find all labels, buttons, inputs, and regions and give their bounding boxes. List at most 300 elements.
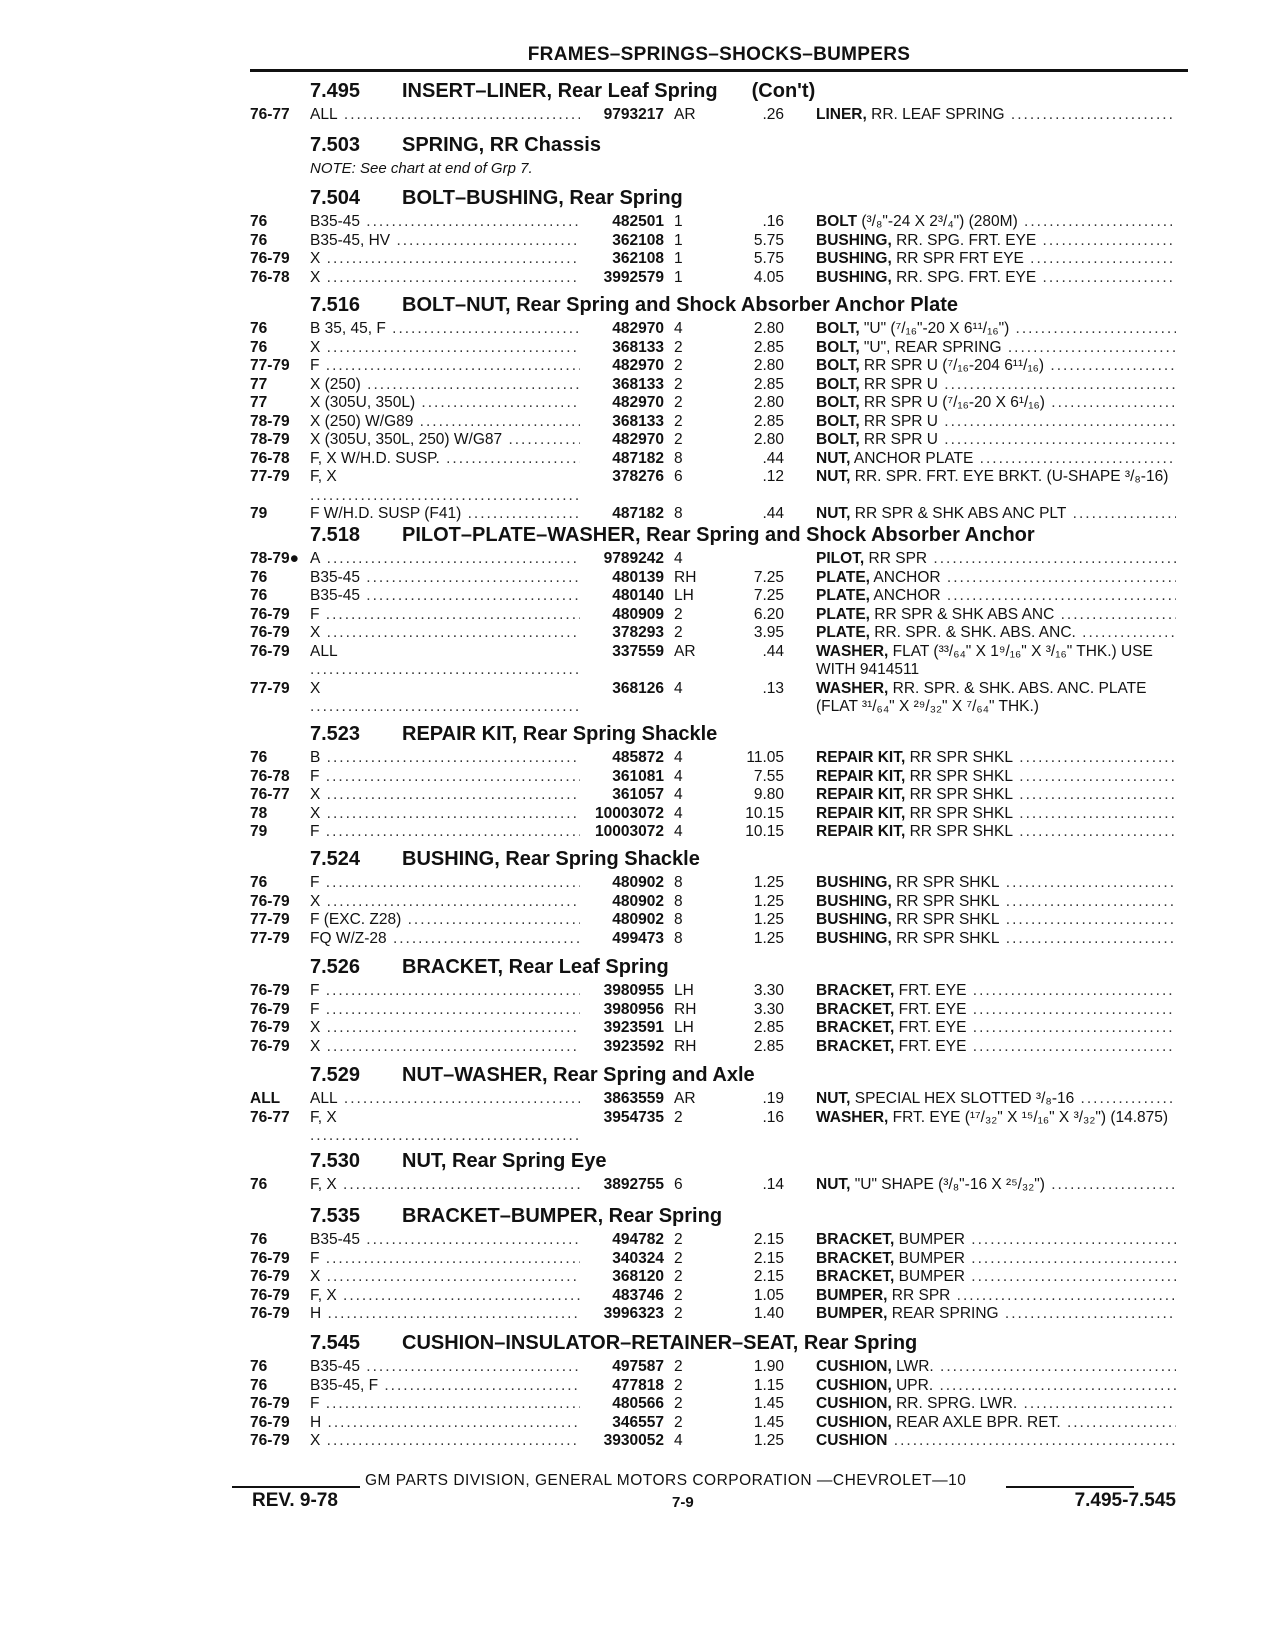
part-number: 480140 xyxy=(612,587,664,604)
price: 3.30 xyxy=(753,982,784,999)
description-text: ANCHOR xyxy=(869,587,941,604)
price: 2.85 xyxy=(753,1037,784,1055)
part-row xyxy=(250,1250,1190,1269)
part-number: 482970 xyxy=(612,394,664,411)
quantity: 4 xyxy=(674,749,683,766)
part-number: 485872 xyxy=(612,749,664,766)
description xyxy=(816,893,1176,912)
model-year: 76-79 xyxy=(250,605,290,623)
model-year: 76 xyxy=(250,1231,268,1248)
footer-corporation: GM PARTS DIVISION, GENERAL MOTORS CORPORATION —CHEVROLET—10 xyxy=(365,1472,967,1489)
part-row xyxy=(250,250,1190,269)
description-keyword: PLATE, xyxy=(816,605,870,623)
part-row xyxy=(250,930,1190,949)
application: ALL ..... xyxy=(310,1090,580,1109)
price: 2.15 xyxy=(753,1249,784,1267)
description-keyword: WASHER, xyxy=(816,642,889,660)
description-text: RR SPR U xyxy=(859,412,938,430)
part-number: 497587 xyxy=(612,1358,664,1375)
description-keyword: BRACKET, xyxy=(816,1268,895,1285)
quantity: 2 xyxy=(674,1286,683,1304)
description xyxy=(816,106,1176,125)
price: 2.15 xyxy=(753,1231,784,1248)
part-number: 368133 xyxy=(612,412,664,430)
description-keyword: NUT, xyxy=(816,468,851,485)
part-row xyxy=(250,357,1190,376)
description-keyword: NUT, xyxy=(816,1176,851,1193)
section-heading xyxy=(310,1064,1190,1090)
description-keyword: BUSHING, xyxy=(816,929,892,947)
quantity: 4 xyxy=(674,1432,683,1449)
quantity: RH xyxy=(674,1037,697,1055)
application: A ..... xyxy=(310,550,580,569)
price: .12 xyxy=(762,468,784,485)
application: X ..... xyxy=(310,269,580,288)
description xyxy=(816,680,1176,717)
description-text: RR. SPR. FRT. EYE BRKT. (U-SHAPE ³/₈-16) xyxy=(850,468,1169,485)
description xyxy=(816,768,1176,787)
section-heading xyxy=(310,187,1190,213)
quantity: 2 xyxy=(674,1268,683,1285)
description xyxy=(816,624,1176,643)
price: 1.90 xyxy=(753,1358,784,1375)
part-row xyxy=(250,468,1190,505)
part-row xyxy=(250,1414,1190,1433)
description xyxy=(816,1287,1176,1306)
section-number: 7.523 xyxy=(310,723,361,745)
description xyxy=(816,394,1176,413)
description-text: RR. SPR. & SHK. ABS. ANC. PLATE (FLAT ³¹/₆₄" X ²⁹/₃₂" X ⁷/₆₄" THK.) xyxy=(816,679,1147,715)
application: H ..... xyxy=(310,1305,580,1324)
description xyxy=(816,1001,1176,1020)
price: 2.80 xyxy=(753,320,784,337)
price: 1.45 xyxy=(753,1413,784,1431)
description-keyword: LINER, xyxy=(816,106,867,123)
description xyxy=(816,232,1176,251)
description xyxy=(816,911,1176,930)
application: B ..... xyxy=(310,749,580,768)
description-keyword: BRACKET, xyxy=(816,1231,895,1248)
quantity: 2 xyxy=(674,394,683,411)
section-title: CUSHION–INSULATOR–RETAINER–SEAT, Rear Spring xyxy=(402,1332,918,1354)
model-year: 76-78 xyxy=(250,767,290,785)
description-text: RR SPR FRT EYE xyxy=(891,250,1024,267)
description-keyword: CUSHION, xyxy=(816,1376,892,1394)
quantity: RH xyxy=(674,1000,697,1018)
section-heading xyxy=(310,1332,1190,1358)
description-keyword: PLATE, xyxy=(816,624,870,641)
part-row xyxy=(250,106,1190,125)
section-heading xyxy=(310,294,1190,320)
catalog-section xyxy=(250,524,1190,717)
section-number: 7.529 xyxy=(310,1064,361,1086)
description-text: RR SPR xyxy=(887,1286,951,1304)
quantity: 6 xyxy=(674,468,683,485)
model-year: 76 xyxy=(250,874,268,891)
part-row xyxy=(250,768,1190,787)
section-number: 7.524 xyxy=(310,848,361,870)
application: F ..... xyxy=(310,606,580,625)
price: .16 xyxy=(762,1108,784,1126)
part-row xyxy=(250,413,1190,432)
model-year: 78 xyxy=(250,804,268,822)
description xyxy=(816,1358,1176,1377)
description-keyword: BOLT, xyxy=(816,320,860,337)
application: F ..... xyxy=(310,1001,580,1020)
price: 5.75 xyxy=(753,231,784,249)
price: 1.25 xyxy=(753,911,784,928)
description xyxy=(816,505,1176,524)
price: 2.85 xyxy=(753,375,784,393)
price: 11.05 xyxy=(746,749,784,766)
model-year: 76-79 xyxy=(250,1000,290,1018)
part-number: 482970 xyxy=(612,357,664,374)
description-text: UPR. xyxy=(891,1376,934,1394)
model-year: 79 xyxy=(250,505,268,522)
price: 3.30 xyxy=(753,1000,784,1018)
part-number: 378276 xyxy=(612,468,664,485)
application: F ..... xyxy=(310,823,580,842)
quantity: 2 xyxy=(674,1108,683,1126)
model-year: 76-79 xyxy=(250,1019,290,1036)
price: 4.05 xyxy=(753,268,784,286)
model-year: 78-79 xyxy=(250,431,290,448)
quantity: LH xyxy=(674,1019,694,1036)
catalog-section xyxy=(250,1150,1190,1195)
part-row xyxy=(250,1358,1190,1377)
price: .16 xyxy=(762,213,784,230)
quantity: 6 xyxy=(674,1176,683,1193)
description-text: RR SPR SHKL xyxy=(891,911,1000,928)
part-row xyxy=(250,1377,1190,1396)
description-text: LWR. xyxy=(891,1358,934,1375)
quantity: 2 xyxy=(674,357,683,374)
part-row xyxy=(250,786,1190,805)
description xyxy=(816,357,1176,376)
price: 2.80 xyxy=(753,357,784,374)
description xyxy=(816,1432,1176,1451)
catalog-section xyxy=(250,956,1190,1056)
description-text: ANCHOR xyxy=(869,568,941,586)
part-row xyxy=(250,893,1190,912)
part-row xyxy=(250,213,1190,232)
price: 9.80 xyxy=(753,786,784,803)
price xyxy=(724,550,784,569)
part-row xyxy=(250,1287,1190,1306)
description xyxy=(816,1038,1176,1057)
price: .19 xyxy=(762,1090,784,1107)
description-text: RR SPR U (⁷/₁₆-204 6¹¹/₁₆) xyxy=(859,357,1045,374)
part-number: 480909 xyxy=(612,605,664,623)
part-row xyxy=(250,376,1190,395)
part-row xyxy=(250,805,1190,824)
section-number: 7.503 xyxy=(310,134,361,156)
application: F, X ..... xyxy=(310,1109,580,1146)
model-year: 77-79 xyxy=(250,468,290,485)
description-text: FRT. EYE xyxy=(894,982,967,999)
part-row xyxy=(250,643,1190,680)
quantity: 4 xyxy=(674,767,683,785)
part-row xyxy=(250,450,1190,469)
application: X ..... xyxy=(310,1432,580,1451)
model-year: 76-78 xyxy=(250,268,290,286)
description-keyword: BUSHING, xyxy=(816,892,892,910)
price: 3.95 xyxy=(753,624,784,641)
part-number: 3980955 xyxy=(603,982,664,999)
model-year: 78-79● xyxy=(250,550,300,567)
part-number: 361057 xyxy=(612,786,664,803)
price: .14 xyxy=(762,1176,784,1193)
model-year: 76-79 xyxy=(250,1305,290,1322)
description-text: RR SPR & SHK ABS ANC PLT xyxy=(850,505,1067,522)
part-number: 494782 xyxy=(612,1231,664,1248)
description-text: RR SPR SHKL xyxy=(905,786,1013,803)
description xyxy=(816,320,1176,339)
description xyxy=(816,786,1176,805)
price: 1.25 xyxy=(753,874,784,891)
description xyxy=(816,431,1176,450)
description-text: RR. LEAF SPRING xyxy=(866,106,1005,123)
part-row xyxy=(250,339,1190,358)
price: 10.15 xyxy=(745,823,784,840)
part-row xyxy=(250,232,1190,251)
part-number: 368133 xyxy=(612,338,664,356)
catalog-section xyxy=(250,1064,1190,1146)
section-title: REPAIR KIT, Rear Spring Shackle xyxy=(402,723,718,745)
price: 1.25 xyxy=(753,892,784,910)
section-title: SPRING, RR Chassis xyxy=(402,134,601,156)
model-year: 76-77 xyxy=(250,106,290,123)
description xyxy=(816,823,1176,842)
application: H ..... xyxy=(310,1414,580,1433)
description-keyword: BOLT, xyxy=(816,338,860,356)
quantity: 8 xyxy=(674,874,683,891)
price: 1.05 xyxy=(753,1286,784,1304)
description-keyword: REPAIR KIT, xyxy=(816,786,906,803)
model-year: 76-79 xyxy=(250,1395,290,1412)
description xyxy=(816,213,1176,232)
part-number: 362108 xyxy=(612,231,664,249)
part-row xyxy=(250,1305,1190,1324)
quantity: 2 xyxy=(674,624,683,641)
description xyxy=(816,1305,1176,1324)
model-year: 76-77 xyxy=(250,786,290,803)
description-keyword: BUSHING, xyxy=(816,250,892,267)
quantity: AR xyxy=(674,106,696,123)
description-text: REAR SPRING xyxy=(887,1305,999,1322)
description-keyword: REPAIR KIT, xyxy=(816,823,906,840)
description-text: "U" SHAPE (³/₈"-16 X ²⁵/₃₂") xyxy=(850,1176,1045,1193)
catalog-section xyxy=(250,723,1190,842)
quantity: 2 xyxy=(674,412,683,430)
part-row xyxy=(250,1109,1190,1146)
description-text: RR SPR SHKL xyxy=(891,929,1000,947)
description-text: RR. SPR. & SHK. ABS. ANC. xyxy=(869,624,1076,641)
description-text: RR SPR xyxy=(864,550,928,567)
application: X ..... xyxy=(310,624,580,643)
description-text: BUMPER xyxy=(894,1249,965,1267)
price: 2.80 xyxy=(753,431,784,448)
application: X ..... xyxy=(310,680,580,717)
application: B35-45 ..... xyxy=(310,1231,580,1250)
description-text: RR SPR U (⁷/₁₆-20 X 6¹/₁₆) xyxy=(859,394,1045,411)
section-title: BRACKET–BUMPER, Rear Spring xyxy=(402,1205,723,1227)
application: X ..... xyxy=(310,250,580,269)
catalog-section xyxy=(250,294,1190,524)
description xyxy=(816,749,1176,768)
quantity: 2 xyxy=(674,338,683,356)
part-row xyxy=(250,624,1190,643)
quantity: 4 xyxy=(674,786,683,803)
description-text: RR SPR & SHK ABS ANC xyxy=(869,605,1055,623)
description xyxy=(816,376,1176,395)
quantity: 2 xyxy=(674,1358,683,1375)
description-keyword: REPAIR KIT, xyxy=(816,804,906,822)
description xyxy=(816,269,1176,288)
description xyxy=(816,587,1176,606)
part-number: 3923591 xyxy=(603,1019,664,1036)
description-keyword: BUMPER, xyxy=(816,1286,888,1304)
part-number: 9793217 xyxy=(603,106,664,123)
part-row xyxy=(250,1268,1190,1287)
quantity: 1 xyxy=(674,268,683,286)
quantity: 2 xyxy=(674,375,683,393)
model-year: 76-79 xyxy=(250,982,290,999)
part-number: 3923592 xyxy=(603,1037,664,1055)
section-title: NUT–WASHER, Rear Spring and Axle xyxy=(402,1064,755,1086)
application: X ..... xyxy=(310,805,580,824)
description-keyword: CUSHION xyxy=(816,1432,888,1449)
application: F, X ..... xyxy=(310,1176,580,1195)
quantity: 2 xyxy=(674,605,683,623)
part-number: 477818 xyxy=(612,1376,664,1394)
application: X (305U, 350L, 250) W/G87 ..... xyxy=(310,431,580,450)
quantity: 2 xyxy=(674,1231,683,1248)
part-number: 487182 xyxy=(612,449,664,467)
description-text: (³/₈"-24 X 2³/₄") (280M) xyxy=(857,213,1018,230)
description xyxy=(816,413,1176,432)
model-year: 77-79 xyxy=(250,679,290,697)
description-keyword: CUSHION, xyxy=(816,1413,892,1431)
section-continued: (Con't) xyxy=(751,80,816,102)
part-row xyxy=(250,550,1190,569)
price: 2.85 xyxy=(753,1019,784,1036)
part-row xyxy=(250,1090,1190,1109)
model-year: 76-79 xyxy=(250,1432,290,1449)
description-text: FRT. EYE (¹⁷/₃₂" X ¹⁵/₁₆" X ³/₃₂") (14.875) xyxy=(888,1108,1169,1126)
description-keyword: BUSHING, xyxy=(816,231,892,249)
section-number: 7.535 xyxy=(310,1205,361,1227)
quantity: RH xyxy=(674,568,697,586)
price: 2.80 xyxy=(753,394,784,411)
part-row xyxy=(250,749,1190,768)
section-heading xyxy=(310,80,1190,106)
description-keyword: REPAIR KIT, xyxy=(816,749,906,766)
part-number: 368133 xyxy=(612,375,664,393)
quantity: LH xyxy=(674,587,694,604)
description-text: RR SPR U xyxy=(859,375,938,393)
part-number: 346557 xyxy=(612,1413,664,1431)
part-number: 480139 xyxy=(612,568,664,586)
section-number: 7.495 xyxy=(310,80,361,102)
description-keyword: BUSHING, xyxy=(816,268,892,286)
description-keyword: BUSHING, xyxy=(816,874,892,891)
footer-rule-right xyxy=(1006,1486,1134,1488)
quantity: 8 xyxy=(674,929,683,947)
quantity: 2 xyxy=(674,1305,683,1322)
description-text: RR SPR SHKL xyxy=(905,823,1013,840)
part-row xyxy=(250,505,1190,524)
model-year: 76 xyxy=(250,568,268,586)
description xyxy=(816,805,1176,824)
section-number: 7.516 xyxy=(310,294,361,316)
application: B35-45, HV ..... xyxy=(310,232,580,251)
description xyxy=(816,468,1176,505)
part-number: 480902 xyxy=(612,892,664,910)
part-row xyxy=(250,1395,1190,1414)
part-number: 482501 xyxy=(612,213,664,230)
model-year: 79 xyxy=(250,823,268,840)
part-number: 499473 xyxy=(612,929,664,947)
part-number: 3980956 xyxy=(603,1000,664,1018)
part-number: 361081 xyxy=(612,767,664,785)
application: F (EXC. Z28) ..... xyxy=(310,911,580,930)
section-heading xyxy=(310,1150,1190,1176)
description xyxy=(816,1019,1176,1038)
application: F W/H.D. SUSP (F41) ..... xyxy=(310,505,580,524)
application: X ..... xyxy=(310,1019,580,1038)
quantity: AR xyxy=(674,642,696,660)
quantity: 1 xyxy=(674,231,683,249)
part-number: 480566 xyxy=(612,1395,664,1412)
description-text: REAR AXLE BPR. RET. xyxy=(891,1413,1061,1431)
description-keyword: WASHER, xyxy=(816,679,889,697)
description xyxy=(816,606,1176,625)
description-text: BUMPER xyxy=(894,1231,965,1248)
description-text: RR SPR SHKL xyxy=(905,749,1013,766)
description xyxy=(816,1268,1176,1287)
part-number: 340324 xyxy=(612,1249,664,1267)
quantity: 4 xyxy=(674,679,683,697)
description-keyword: NUT, xyxy=(816,505,851,522)
model-year: 77-79 xyxy=(250,911,290,928)
section-number: 7.526 xyxy=(310,956,361,978)
model-year: 76-79 xyxy=(250,1249,290,1267)
application: X (250) W/G89 ..... xyxy=(310,413,580,432)
description xyxy=(816,339,1176,358)
section-number: 7.504 xyxy=(310,187,361,209)
application: F ..... xyxy=(310,357,580,376)
application: X ..... xyxy=(310,339,580,358)
description xyxy=(816,250,1176,269)
quantity: 2 xyxy=(674,1395,683,1412)
description-keyword: BOLT, xyxy=(816,375,860,393)
price: 1.25 xyxy=(753,1432,784,1449)
application: F, X ..... xyxy=(310,468,580,505)
part-row xyxy=(250,1231,1190,1250)
application: X ..... xyxy=(310,1268,580,1287)
model-year: 76-78 xyxy=(250,449,290,467)
section-title: PILOT–PLATE–WASHER, Rear Spring and Shock Absorber Anchor xyxy=(402,524,1035,546)
quantity: 2 xyxy=(674,1249,683,1267)
quantity: 8 xyxy=(674,892,683,910)
description-text: FRT. EYE xyxy=(894,1037,967,1055)
description-text: FRT. EYE xyxy=(894,1019,967,1036)
page-header: FRAMES–SPRINGS–SHOCKS–BUMPERS xyxy=(527,44,911,65)
price: .26 xyxy=(762,106,784,123)
catalog-section xyxy=(250,848,1190,948)
application: X ..... xyxy=(310,893,580,912)
